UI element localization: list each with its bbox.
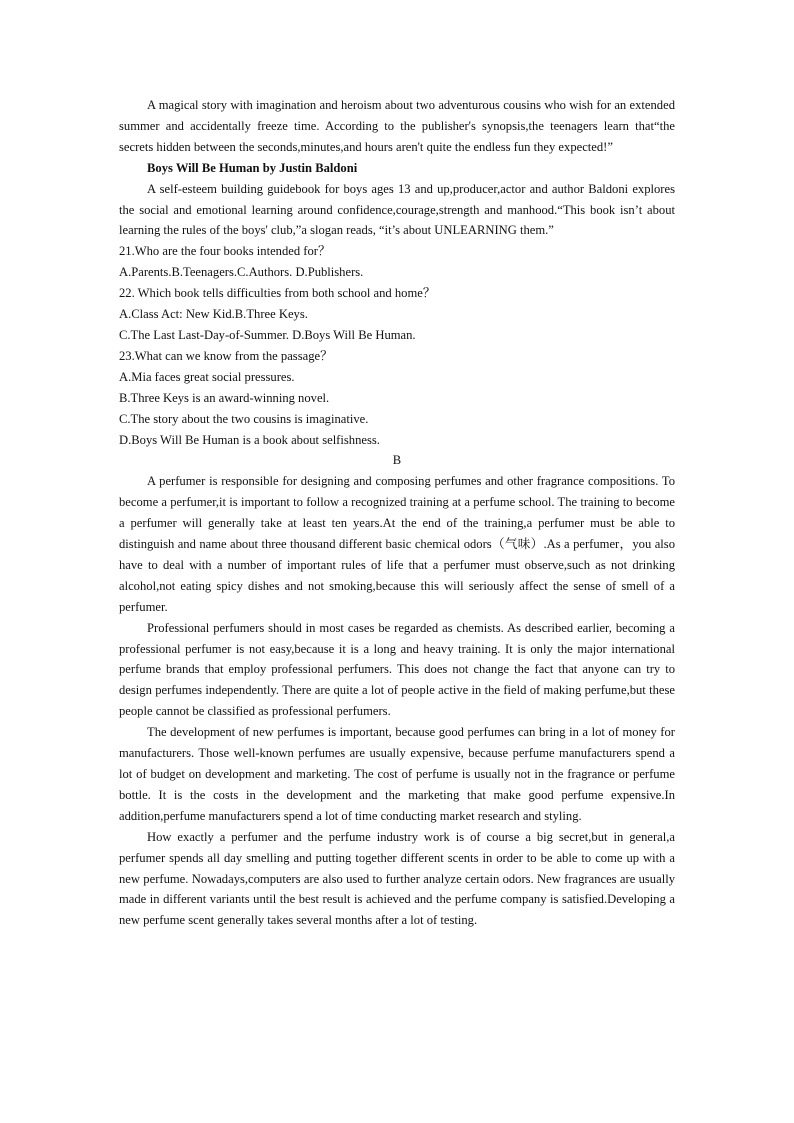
section-b-paragraph-4: How exactly a perfumer and the perfume industry work is of course a big secret,but in general,a perfumer spends all day smelling and putting together different scents in order to be able to come up with a new perfume. Nowadays,computers are also used to further analyze certain odors. New fragrances are usually made in different variants until the best result is achieved and the perfume company is satisfied.Developing a new perfume scent generally takes several months after a lot of testing. [119,829,675,928]
question-option: D.Boys Will Be Human is a book about selfishness. [119,432,380,447]
question-stem: 23.What can we know from the passage？ [119,348,333,363]
question-option: B.Three Keys is an award-winning novel. [119,390,330,405]
book-description-boys-will-be-human: A self-esteem building guidebook for boys ages 13 and up,producer,actor and author Baldoni explores the social and emotional learning around confidence,courage,strength and manhood.“This book isn’t about learning the rules of the boys' club,”a slogan reads, “it’s about UNLEARNING them.” [119,181,675,238]
section-b-paragraph-3: The development of new perfumes is important, because good perfumes can bring in a lot of money for manufacturers. Those well-known perfumes are usually expensive, because perfume manufacturers spend a lot of budget on development and marketing. The cost of perfume is usually not in the fragrance or perfume bottle. It is the costs in the development and the marketing that make good perfume expensive.In addition,perfume manufacturers spend a lot of time conducting market research and styling. [119,725,675,823]
question-23 [119,346,675,451]
question-option: A.Class Act: New Kid.B.Three Keys. [119,307,308,322]
section-b-paragraph-2: Professional perfumers should in most cases be regarded as chemists. As described earlier, becoming a professional perfumer is not easy,because it is a long and heavy training. It is only the major international perfume brands that employ professional perfumers. This does not change the fact that anyone can try to design perfumes independently. There are quite a lot of people active in the field of making perfume,but these people cannot be classified as professional perfumers. [119,620,675,719]
book-title-boys-will-be-human: Boys Will Be Human by Justin Baldoni [147,160,358,175]
section-b-paragraph-1: A perfumer is responsible for designing and composing perfumes and other fragrance compositions. To become a perfumer,it is important to follow a recognized training at a perfume school. The training to become a perfumer will generally take at least ten years.At the end of the training,a perfumer must be able to distinguish and name about three thousand different basic chemical odors（气味）.As a perfumer，you also have to deal with a number of important rules of life that a perfumer must observe,such as not drinking alcohol,not eating spicy dishes and not smoking,because this will seriously affect the sense of smell of a perfumer. [119,474,675,614]
question-option: A.Mia faces great social pressures. [119,369,295,384]
question-options: A.Parents.B.Teenagers.C.Authors. D.Publishers. [119,265,364,280]
section-label: B [392,453,402,468]
question-22 [119,283,675,346]
question-21 [119,241,675,283]
question-stem: 21.Who are the four books intended for？ [119,244,331,259]
question-stem: 22. Which book tells difficulties from both school and home？ [119,286,436,301]
document-page [119,95,675,931]
question-option: C.The Last Last-Day-of-Summer. D.Boys Will Be Human. [119,327,416,342]
question-option: C.The story about the two cousins is imaginative. [119,411,369,426]
intro-paragraph: A magical story with imagination and heroism about two adventurous cousins who wish for an extended summer and accidentally freeze time. According to the publisher's synopsis,the teenagers learn that“the secrets hidden between the seconds,minutes,and hours aren't quite the endless fun they expected!” [119,98,675,154]
